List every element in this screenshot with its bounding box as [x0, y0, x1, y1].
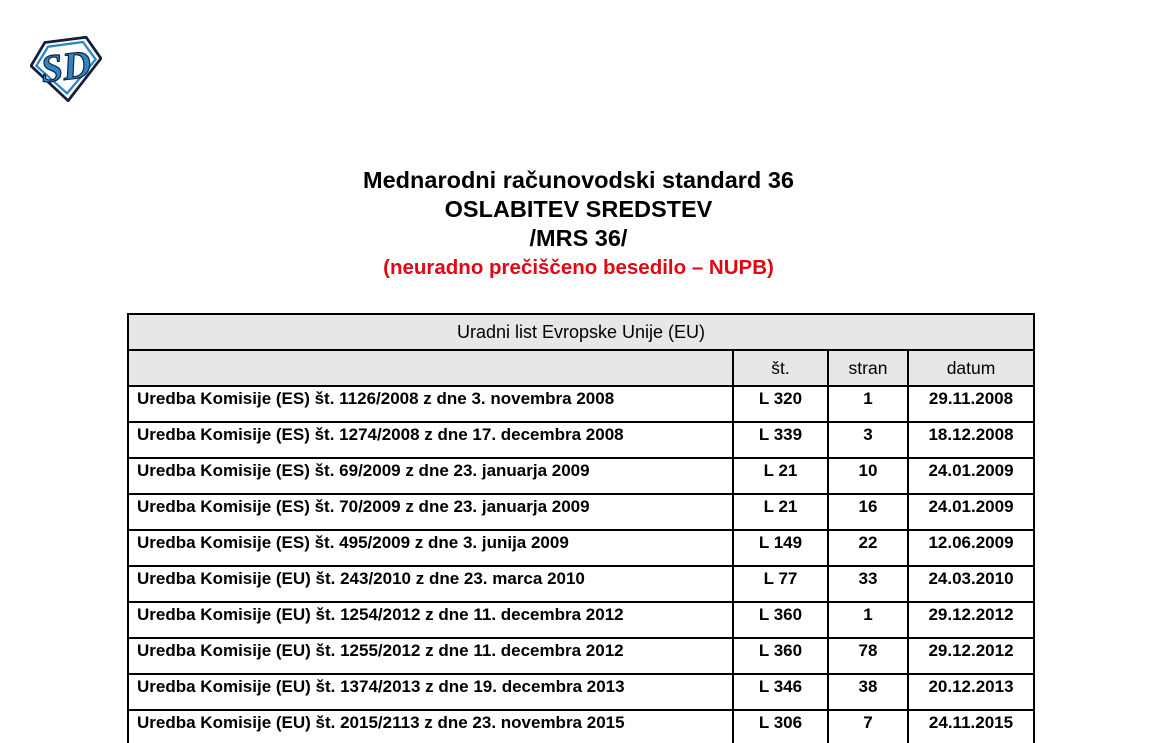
issue-number: L 360	[733, 602, 828, 638]
publication-date: 24.01.2009	[908, 458, 1034, 494]
publication-date: 24.01.2009	[908, 494, 1034, 530]
eu-official-journal-table-wrap	[127, 313, 1035, 743]
regulation-label: Uredba Komisije (EU) št. 243/2010 z dne 23. marca 2010	[128, 566, 733, 602]
regulation-label: Uredba Komisije (ES) št. 1126/2008 z dne 3. novembra 2008	[128, 386, 733, 422]
page-number: 33	[828, 566, 908, 602]
column-header-issue: št.	[733, 350, 828, 386]
sd-diamond-logo	[30, 36, 102, 102]
regulation-label: Uredba Komisije (ES) št. 70/2009 z dne 23. januarja 2009	[128, 494, 733, 530]
publication-date: 24.03.2010	[908, 566, 1034, 602]
page-number: 3	[828, 422, 908, 458]
page-number: 1	[828, 386, 908, 422]
page-number: 10	[828, 458, 908, 494]
issue-number: L 21	[733, 494, 828, 530]
publication-date: 20.12.2013	[908, 674, 1034, 710]
regulation-label: Uredba Komisije (EU) št. 1254/2012 z dne 11. decembra 2012	[128, 602, 733, 638]
regulation-label: Uredba Komisije (EU) št. 2015/2113 z dne 23. novembra 2015	[128, 710, 733, 743]
regulation-label: Uredba Komisije (EU) št. 1255/2012 z dne 11. decembra 2012	[128, 638, 733, 674]
issue-number: L 339	[733, 422, 828, 458]
publication-date: 29.12.2012	[908, 638, 1034, 674]
table-row	[128, 674, 1034, 710]
page-number: 38	[828, 674, 908, 710]
issue-number: L 306	[733, 710, 828, 743]
column-header-date: datum	[908, 350, 1034, 386]
page-title-line-1: Mednarodni računovodski standard 36	[363, 167, 794, 193]
table-row	[128, 386, 1034, 422]
eu-official-journal-table	[127, 313, 1035, 743]
column-header-page: stran	[828, 350, 908, 386]
page-number: 78	[828, 638, 908, 674]
page-title-line-3: /MRS 36/	[529, 225, 628, 251]
page-number: 1	[828, 602, 908, 638]
document-title-block	[0, 166, 1157, 283]
table-row	[128, 638, 1034, 674]
table-row	[128, 710, 1034, 743]
issue-number: L 360	[733, 638, 828, 674]
issue-number: L 21	[733, 458, 828, 494]
table-row	[128, 422, 1034, 458]
page-title-line-2: OSLABITEV SREDSTEV	[444, 196, 713, 222]
column-header-description	[128, 350, 733, 386]
svg-text:SD: SD	[38, 42, 94, 92]
publication-date: 18.12.2008	[908, 422, 1034, 458]
regulation-label: Uredba Komisije (ES) št. 1274/2008 z dne 17. decembra 2008	[128, 422, 733, 458]
sd-diamond-logo-icon	[30, 36, 102, 102]
page-number: 7	[828, 710, 908, 743]
regulation-label: Uredba Komisije (EU) št. 1374/2013 z dne 19. decembra 2013	[128, 674, 733, 710]
publication-date: 29.11.2008	[908, 386, 1034, 422]
table-row	[128, 494, 1034, 530]
issue-number: L 320	[733, 386, 828, 422]
regulation-label: Uredba Komisije (ES) št. 69/2009 z dne 23. januarja 2009	[128, 458, 733, 494]
table-row	[128, 530, 1034, 566]
publication-date: 29.12.2012	[908, 602, 1034, 638]
page-number: 16	[828, 494, 908, 530]
page-subtitle-red: (neuradno prečiščeno besedilo – NUPB)	[383, 256, 774, 279]
issue-number: L 77	[733, 566, 828, 602]
publication-date: 12.06.2009	[908, 530, 1034, 566]
page-number: 22	[828, 530, 908, 566]
publication-date: 24.11.2015	[908, 710, 1034, 743]
table-caption-row	[128, 314, 1034, 350]
regulation-label: Uredba Komisije (ES) št. 495/2009 z dne 3. junija 2009	[128, 530, 733, 566]
issue-number: L 149	[733, 530, 828, 566]
table-row	[128, 566, 1034, 602]
table-header-row	[128, 350, 1034, 386]
table-caption: Uradni list Evropske Unije (EU)	[128, 314, 1034, 350]
table-row	[128, 602, 1034, 638]
issue-number: L 346	[733, 674, 828, 710]
table-row	[128, 458, 1034, 494]
